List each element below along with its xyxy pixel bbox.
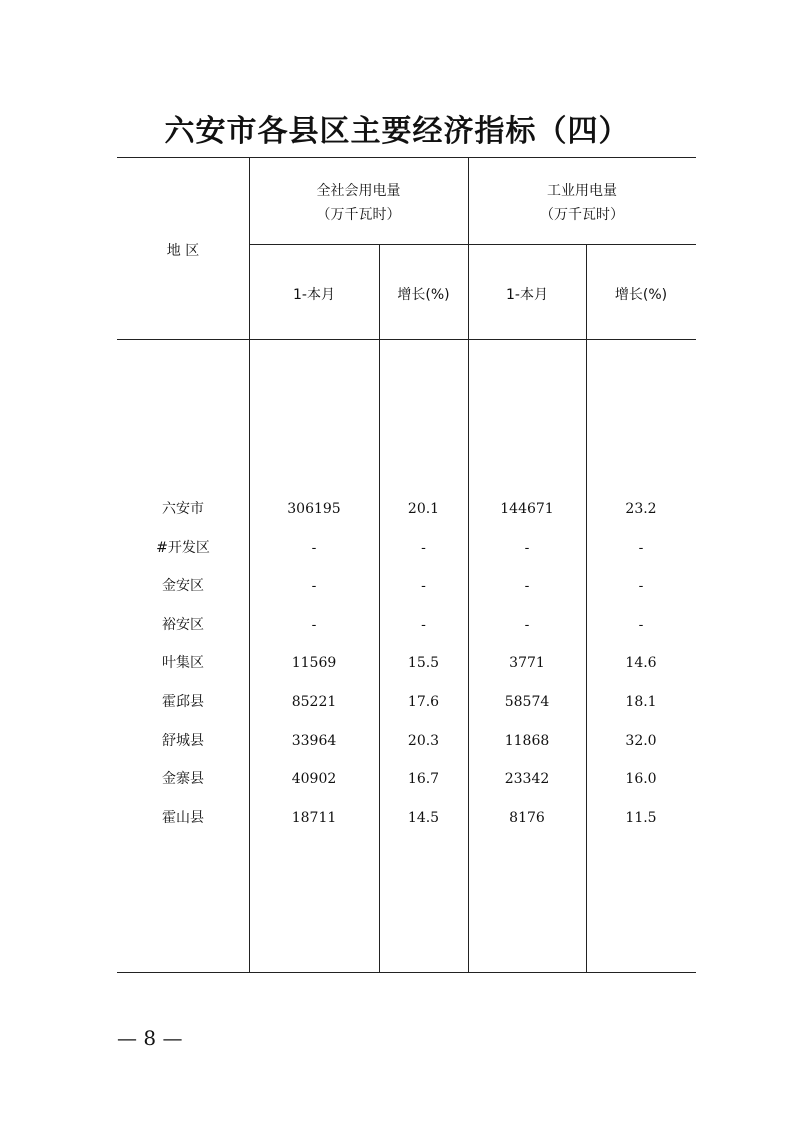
- column-divider: [586, 244, 587, 973]
- region-name: 霍邱县: [162, 694, 204, 710]
- region-name: #开发区: [156, 540, 210, 556]
- region-name: 舒城县: [162, 733, 204, 749]
- industrial-electricity-growth: -: [638, 578, 644, 594]
- total-electricity-growth: 20.1: [407, 501, 440, 517]
- region-name: 霍山县: [162, 810, 204, 826]
- subheader-cumulative: 1-本月: [506, 287, 548, 303]
- industrial-electricity-value: 144671: [500, 501, 554, 517]
- total-electricity-value: 33964: [291, 733, 337, 749]
- header-bottom-rule: [117, 339, 696, 340]
- industrial-electricity-value: 11868: [504, 733, 550, 749]
- total-electricity-value: 18711: [291, 810, 337, 826]
- industrial-electricity-value: 8176: [509, 810, 545, 826]
- group-header-unit: （万千瓦时）: [540, 207, 624, 223]
- total-electricity-growth: 15.5: [407, 655, 440, 671]
- total-electricity-growth: 14.5: [407, 810, 440, 826]
- table-top-rule: [117, 157, 696, 158]
- total-electricity-growth: 17.6: [407, 694, 440, 710]
- total-electricity-value: -: [311, 540, 317, 556]
- page-title: 六安市各县区主要经济指标（四）: [164, 114, 630, 149]
- header-group-rule: [249, 244, 696, 245]
- industrial-electricity-growth: 32.0: [625, 733, 657, 749]
- group-header-industrial-electricity: [468, 179, 696, 227]
- subheader-cumulative: 1-本月: [293, 287, 335, 303]
- region-name: 叶集区: [162, 655, 204, 671]
- region-name: 金安区: [162, 578, 204, 594]
- total-electricity-value: 40902: [291, 771, 337, 787]
- total-electricity-value: 85221: [291, 694, 337, 710]
- industrial-electricity-value: 23342: [504, 771, 550, 787]
- region-name: 六安市: [162, 501, 204, 517]
- industrial-electricity-value: 58574: [504, 694, 550, 710]
- total-electricity-growth: 20.3: [407, 733, 440, 749]
- group-header-title: 工业用电量: [547, 183, 617, 199]
- total-electricity-growth: -: [421, 540, 426, 556]
- subheader-growth: 增长(%): [397, 287, 450, 303]
- total-electricity-value: 306195: [287, 501, 341, 517]
- total-electricity-value: -: [311, 578, 317, 594]
- economic-indicators-table: [117, 157, 696, 973]
- group-header-title: 全社会用电量: [316, 183, 401, 199]
- industrial-electricity-growth: 11.5: [625, 810, 657, 826]
- industrial-electricity-growth: 16.0: [625, 771, 657, 787]
- industrial-electricity-value: -: [524, 540, 530, 556]
- total-electricity-value: 11569: [291, 655, 337, 671]
- industrial-electricity-value: -: [524, 617, 530, 633]
- group-header-unit: （万千瓦时）: [316, 207, 401, 223]
- total-electricity-growth: -: [421, 578, 426, 594]
- industrial-electricity-value: 3771: [509, 655, 545, 671]
- column-divider: [468, 157, 469, 973]
- industrial-electricity-growth: -: [638, 540, 644, 556]
- subheader-growth: 增长(%): [614, 287, 668, 303]
- total-electricity-growth: 16.7: [407, 771, 440, 787]
- industrial-electricity-growth: -: [638, 617, 644, 633]
- page-number: — 8 —: [117, 1026, 183, 1050]
- column-divider: [249, 157, 250, 973]
- total-electricity-value: -: [311, 617, 317, 633]
- region-name: 金寨县: [162, 771, 204, 787]
- region-name: 裕安区: [162, 617, 204, 633]
- region-header: 地 区: [166, 243, 200, 259]
- industrial-electricity-growth: 14.6: [625, 655, 657, 671]
- industrial-electricity-value: -: [524, 578, 530, 594]
- total-electricity-growth: -: [421, 617, 426, 633]
- industrial-electricity-growth: 23.2: [625, 501, 657, 517]
- column-divider: [379, 244, 380, 973]
- group-header-total-electricity: [249, 179, 468, 227]
- table-bottom-rule: [117, 972, 696, 973]
- industrial-electricity-growth: 18.1: [625, 694, 657, 710]
